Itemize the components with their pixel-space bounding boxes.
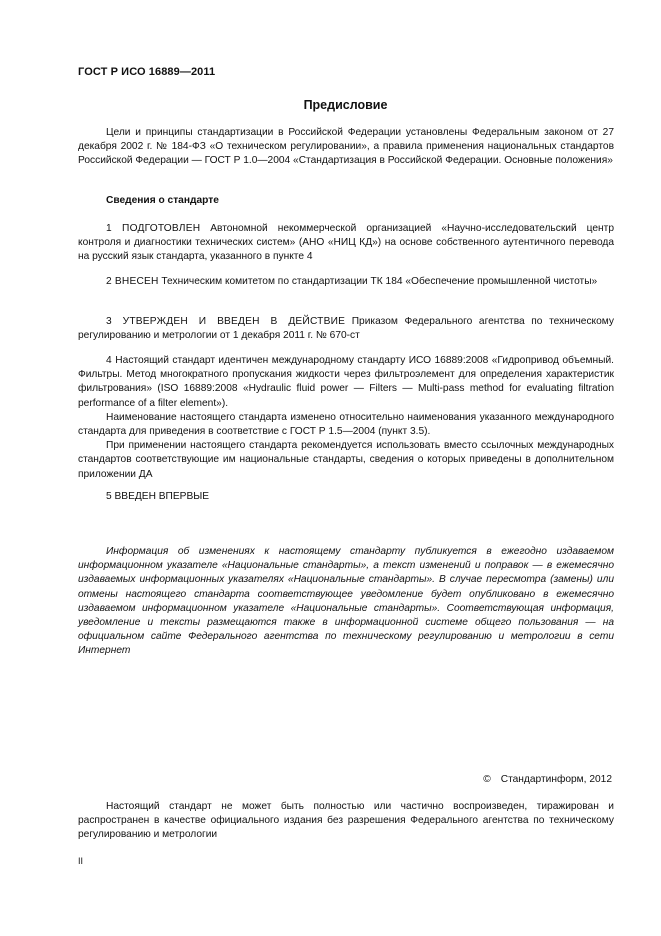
page-number: II <box>78 856 84 866</box>
item-4-note-1: Наименование настоящего стандарта изменено относительно наименования указанного международного стандарта для приведения в соответствие с ГОСТ Р 1.5—2004 (пункт 3.5). <box>78 411 614 438</box>
item-4-text <box>78 354 614 411</box>
intro-text: Цели и принципы стандартизации в Российской Федерации установлены Федеральным законом от 27 декабря 2002 г. № 184-ФЗ «О техническом регулировании», а правила применения национальных стандартов Российской Федерации — ГОСТ Р 1.0—2004 «Стандартизация в Российской Федерации. Основные положения» <box>78 127 614 167</box>
item-2-text <box>78 275 614 289</box>
item-3-text <box>78 315 614 343</box>
item-4-label: 4 <box>106 355 112 366</box>
copyright-text: Стандартинформ, 2012 <box>500 774 612 785</box>
item-2-body: Техническим комитетом по стандартизации ТК 184 «Обеспечение промышленной чистоты» <box>158 276 598 287</box>
item-1 <box>78 222 614 265</box>
reproduction-notice-text: Настоящий стандарт не может быть полностью или частично воспроизведен, тиражирован и распространен в качестве официального издания без разрешения Федерального агентства по техническому регулированию и метрологии <box>78 801 614 841</box>
standard-id-header: ГОСТ Р ИСО 16889—2011 <box>78 66 216 78</box>
copyright-line <box>483 774 612 785</box>
item-3-body: Приказом Федерального агентства по техническому регулированию и метрологии от 1 декабря 2011 г. № 670-ст <box>78 316 614 342</box>
item-4 <box>78 354 614 482</box>
item-1-label: 1 ПОДГОТОВЛЕН <box>106 223 201 234</box>
item-4-note-2: При применении настоящего стандарта рекомендуется использовать вместо ссылочных международных стандартов соответствующие им национальные стандарты, сведения о которых приведены в дополнительном приложении ДА <box>78 440 614 480</box>
item-5 <box>78 490 614 504</box>
copyright-symbol: © <box>483 774 491 785</box>
item-1-body: Автономной некоммерческой организацией «Научно-исследовательский центр контроля и диагностики технических систем» (АНО «НИЦ КД») на основе собственного аутентичного перевода на русский язык стандарта, указанного в пункте 4 <box>78 223 614 263</box>
reproduction-notice <box>78 800 614 843</box>
item-3 <box>78 315 614 343</box>
intro-paragraph <box>78 126 614 169</box>
item-1-text <box>78 222 614 265</box>
notice-text: Информация об изменениях к настоящему стандарту публикуется в ежегодно издаваемом информационном указателе «Национальные стандарты», а текст изменений и поправок — в ежемесячно издаваемых информационных указателях «Национальные стандарты». В случае пересмотра (замены) или отмены настоящего стандарта соответствующее уведомление будет опубликовано в ежемесячно издаваемом информационном указателе «Национальные стандарты». Соответствующая информация, уведомление и тексты размещаются также в информационной системе общего пользования — на официальном сайте Федерального агентства по техническому регулированию и метрологии в сети Интернет <box>78 546 614 657</box>
item-2-label: 2 ВНЕСЕН <box>106 276 159 287</box>
page-title: Предисловие <box>303 98 388 112</box>
item-4-body: Настоящий стандарт идентичен международному стандарту ИСО 16889:2008 «Гидропривод объемный. Фильтры. Метод многократного пропускания жидкости через фильтроэлемент для определения характеристик фильтрования» (ISO 16889:2008 «Hydraulic fluid power — Filters — Multi-pass method for evaluating filtration performance of a filter element»). <box>78 355 614 409</box>
item-5-text: 5 ВВЕДЕН ВПЕРВЫЕ <box>106 491 210 502</box>
notice-block <box>78 545 614 659</box>
item-2 <box>78 275 614 289</box>
info-heading: Сведения о стандарте <box>106 195 219 206</box>
item-3-label: 3 УТВЕРЖДЕН И ВВЕДЕН В ДЕЙСТВИЕ <box>106 316 346 327</box>
